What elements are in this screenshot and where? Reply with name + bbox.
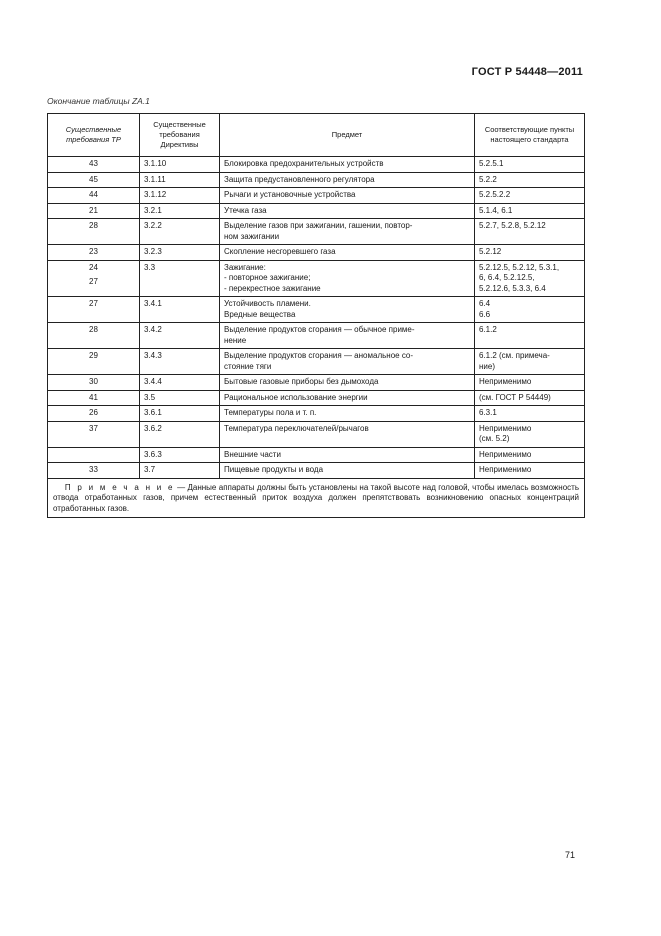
- subject-cell: [220, 260, 475, 297]
- tr-requirement-cell-line: 43: [89, 159, 98, 168]
- table-caption: Окончание таблицы ZA.1: [47, 96, 150, 106]
- subject-cell-line: Скопление несгоревшего газа: [224, 247, 336, 256]
- subject-cell-line: Зажигание:: [224, 262, 266, 272]
- table-row: [48, 463, 585, 479]
- directive-requirement-cell: 3.4.4: [140, 375, 220, 391]
- directive-requirement-cell: 3.2.1: [140, 203, 220, 219]
- table-row: [48, 323, 585, 349]
- standard-clause-cell-line: 5.2.7, 5.2.8, 5.2.12: [479, 221, 546, 230]
- note-row: [48, 478, 585, 518]
- tr-requirement-cell-line: 30: [89, 377, 98, 386]
- tr-requirement-cell-line: 44: [89, 190, 98, 199]
- standard-clause-cell: [475, 406, 585, 422]
- subject-cell-line: Пищевые продукты и вода: [224, 465, 324, 474]
- standard-clause-cell-line: 5.2.12.5, 5.2.12, 5.3.1,: [479, 262, 560, 272]
- standard-clause-cell: [475, 188, 585, 204]
- tr-requirement-cell: [48, 219, 140, 245]
- column-header-subject: Предмет: [220, 114, 475, 157]
- standard-clause-cell-line: Неприменимо: [479, 377, 532, 386]
- subject-cell: [220, 349, 475, 375]
- standard-clause-cell: [475, 219, 585, 245]
- directive-requirement-cell: 3.1.11: [140, 172, 220, 188]
- tr-requirement-cell: [48, 188, 140, 204]
- tr-requirement-cell-line: 26: [89, 408, 98, 417]
- directive-requirement-cell: 3.5: [140, 390, 220, 406]
- subject-cell: [220, 297, 475, 323]
- standard-clause-cell: [475, 157, 585, 173]
- standard-clause-cell: [475, 375, 585, 391]
- table-row: [48, 390, 585, 406]
- standard-clause-cell: [475, 421, 585, 447]
- subject-cell-line: Температура переключателей/рычагов: [224, 423, 369, 433]
- directive-requirement-cell: 3.3: [140, 260, 220, 297]
- subject-cell-line: стояние тяги: [224, 361, 272, 371]
- subject-cell-line: Температуры пола и т. п.: [224, 408, 317, 417]
- tr-requirement-cell-line: 33: [89, 465, 98, 474]
- directive-requirement-cell: 3.6.1: [140, 406, 220, 422]
- subject-cell: [220, 463, 475, 479]
- tr-requirement-cell: [48, 172, 140, 188]
- tr-requirement-cell: [48, 203, 140, 219]
- directive-requirement-cell: 3.6.2: [140, 421, 220, 447]
- subject-cell-line: Защита предустановленного регулятора: [224, 174, 375, 184]
- tr-requirement-cell: [48, 390, 140, 406]
- subject-cell-line: Устойчивость пламени.: [224, 299, 311, 308]
- subject-cell-line: - перекрестное зажигание: [224, 283, 321, 293]
- subject-cell-line: Утечка газа: [224, 205, 267, 215]
- document-header: ГОСТ Р 54448—2011: [471, 66, 583, 78]
- tr-requirement-cell-line: 45: [89, 174, 98, 184]
- note-text: — Данные аппараты должны быть установлены на такой высоте над головой, чтобы имелась возможность отвода отработанных газов, причем естественный приток воздуха должен препятствовать возникновению опасных концентраций отработанных газов.: [53, 482, 579, 513]
- standard-clause-cell-line: 6.3.1: [479, 408, 497, 417]
- tr-requirement-cell-line: 41: [89, 392, 98, 402]
- standard-clause-cell-line: 6.1.2: [479, 325, 497, 334]
- subject-cell: [220, 375, 475, 391]
- tr-requirement-cell-line: 37: [89, 423, 98, 433]
- table-row: [48, 447, 585, 463]
- tr-requirement-cell: [48, 447, 140, 463]
- directive-requirement-cell: 3.2.3: [140, 245, 220, 261]
- standard-clause-cell-line: (см. ГОСТ Р 54449): [479, 392, 551, 402]
- directive-requirement-cell: 3.2.2: [140, 219, 220, 245]
- tr-requirement-cell-line: 29: [89, 351, 98, 360]
- standard-clause-cell-line: 5.1.4, 6.1: [479, 205, 513, 215]
- tr-requirement-cell-line: 28: [89, 325, 98, 334]
- tr-requirement-cell-line: 27: [89, 277, 98, 286]
- standard-clause-cell-line: 5.2.12: [479, 247, 502, 256]
- tr-requirement-cell: [48, 323, 140, 349]
- subject-cell-line: Выделение газов при зажигании, гашении, повтор-: [224, 221, 413, 230]
- tr-requirement-cell: [48, 245, 140, 261]
- subject-cell-line: Рычаги и установочные устройства: [224, 190, 356, 199]
- page-number: 71: [564, 850, 575, 860]
- subject-cell: [220, 421, 475, 447]
- standard-clause-cell: [475, 203, 585, 219]
- subject-cell: [220, 157, 475, 173]
- tr-requirement-cell-line: 21: [89, 205, 98, 215]
- tr-requirement-cell: [48, 375, 140, 391]
- subject-cell-line: Выделение продуктов сгорания — аномальное со-: [224, 351, 414, 360]
- directive-requirement-cell: 3.4.2: [140, 323, 220, 349]
- subject-cell: [220, 172, 475, 188]
- table-row: [48, 349, 585, 375]
- requirements-table: [47, 113, 585, 518]
- tr-requirement-cell-line: 27: [89, 299, 98, 308]
- standard-clause-cell-line: 5.2.12.6, 5.3.3, 6.4: [479, 283, 546, 293]
- standard-clause-cell: [475, 349, 585, 375]
- tr-requirement-cell: [48, 260, 140, 297]
- subject-cell: [220, 219, 475, 245]
- standard-clause-cell-line: Неприменимо: [479, 449, 532, 459]
- subject-cell: [220, 390, 475, 406]
- tr-requirement-cell-line: 28: [89, 221, 98, 230]
- standard-clause-cell: [475, 297, 585, 323]
- tr-requirement-cell-line: 24: [89, 262, 98, 272]
- table-row: [48, 260, 585, 297]
- table-header-row: [48, 114, 585, 157]
- subject-cell-line: Бытовые газовые приборы без дымохода: [224, 377, 379, 386]
- tr-requirement-cell: [48, 421, 140, 447]
- standard-clause-cell: [475, 260, 585, 297]
- directive-requirement-cell: 3.4.3: [140, 349, 220, 375]
- subject-cell: [220, 406, 475, 422]
- standard-clause-cell: [475, 172, 585, 188]
- subject-cell: [220, 188, 475, 204]
- standard-clause-cell-line: 6.4: [479, 299, 491, 308]
- tr-requirement-cell: [48, 297, 140, 323]
- column-header-standard: Соответствующие пункты настоящего стандарта: [475, 114, 585, 157]
- tr-requirement-cell: [48, 463, 140, 479]
- subject-cell-line: Выделение продуктов сгорания — обычное приме-: [224, 325, 415, 334]
- table-row: [48, 297, 585, 323]
- table-row: [48, 406, 585, 422]
- subject-cell-line: Вредные вещества: [224, 309, 296, 319]
- subject-cell-line: Рациональное использование энергии: [224, 392, 368, 402]
- standard-clause-cell-line: 5.2.2: [479, 174, 497, 184]
- standard-clause-cell-line: 6.6: [479, 309, 491, 319]
- subject-cell: [220, 447, 475, 463]
- standard-clause-cell-line: (см. 5.2): [479, 434, 510, 443]
- standard-clause-cell: [475, 245, 585, 261]
- note-cell: [48, 478, 585, 518]
- table-row: [48, 188, 585, 204]
- subject-cell-line: - повторное зажигание;: [224, 273, 311, 282]
- directive-requirement-cell: 3.7: [140, 463, 220, 479]
- subject-cell: [220, 203, 475, 219]
- directive-requirement-cell: 3.6.3: [140, 447, 220, 463]
- standard-clause-cell: [475, 323, 585, 349]
- standard-clause-cell-line: 5.2.5.1: [479, 159, 504, 168]
- subject-cell: [220, 323, 475, 349]
- tr-requirement-cell: [48, 406, 140, 422]
- table-row: [48, 172, 585, 188]
- table-row: [48, 157, 585, 173]
- table-row: [48, 203, 585, 219]
- standard-clause-cell-line: Неприменимо: [479, 423, 532, 433]
- standard-clause-cell-line: 6.1.2 (см. примеча-: [479, 351, 550, 360]
- standard-clause-cell: [475, 390, 585, 406]
- table-row: [48, 219, 585, 245]
- standard-clause-cell-line: 6, 6.4, 5.2.12.5,: [479, 273, 535, 282]
- column-header-directive: Существенные требования Директивы: [140, 114, 220, 157]
- tr-requirement-cell: [48, 157, 140, 173]
- column-header-tr: Существенные требования ТР: [48, 114, 140, 157]
- table-row: [48, 245, 585, 261]
- subject-cell-line: Внешние части: [224, 449, 281, 459]
- subject-cell-line: ном зажигании: [224, 231, 280, 241]
- directive-requirement-cell: 3.4.1: [140, 297, 220, 323]
- note-label: П р и м е ч а н и е: [64, 482, 175, 492]
- standard-clause-cell: [475, 463, 585, 479]
- directive-requirement-cell: 3.1.10: [140, 157, 220, 173]
- subject-cell: [220, 245, 475, 261]
- tr-requirement-cell: [48, 349, 140, 375]
- standard-clause-cell-line: Неприменимо: [479, 465, 532, 474]
- subject-cell-line: нение: [224, 335, 247, 345]
- table-row: [48, 375, 585, 391]
- tr-requirement-cell-line: 23: [89, 247, 98, 256]
- standard-clause-cell-line: 5.2.5.2.2: [479, 190, 511, 199]
- table-row: [48, 421, 585, 447]
- subject-cell-line: Блокировка предохранительных устройств: [224, 159, 384, 168]
- standard-clause-cell-line: ние): [479, 361, 495, 371]
- standard-clause-cell: [475, 447, 585, 463]
- directive-requirement-cell: 3.1.12: [140, 188, 220, 204]
